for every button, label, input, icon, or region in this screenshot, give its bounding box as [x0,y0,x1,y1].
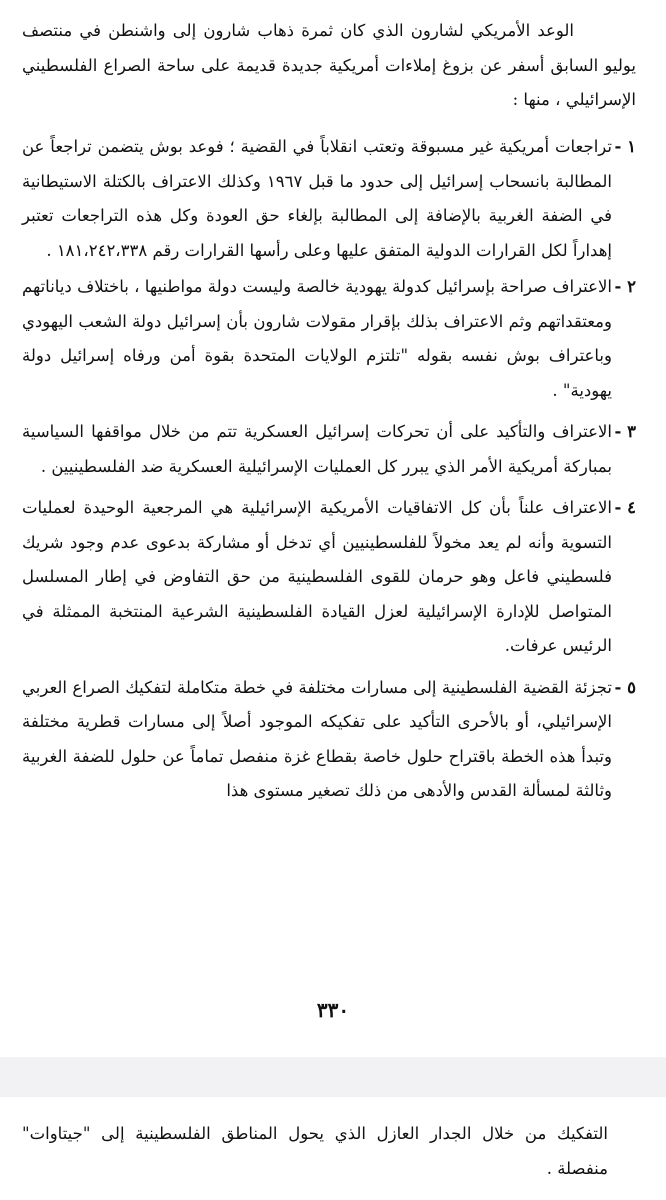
item-text: تراجعات أمريكية غير مسبوقة وتعتب انقلاباً في القضية ؛ فوعد بوش يتضمن تراجعاً عن المطالبة بانسحاب إسرائيل إلى حدود ما قبل ١٩٦٧ وكذلك الاعتراف بالكتلة الاستيطانية في الضفة الغربية بالإضافة إلى المطالبة بإلغاء حق العودة وكل هذه التراجعات تعتبر إهداراً لكل القرارات الدولية المتفق عليها وعلى رأسها القرارات رقم ١٨١،٢٤٢،٣٣٨ . [22,137,612,260]
list-item [22,130,636,268]
item-number: ٣ - [614,422,636,441]
item-text: الاعتراف علناً بأن كل الاتفاقيات الأمريكية الإسرائيلية هي المرجعية الوحيدة لعمليات التسوية وأنه لم يعد مخولاً للفلسطينيين أي تدخل أو مشاركة بدعوى عدم وجود شريك فلسطيني فاعل وهو حرمان للقوى الفلسطينية من حق التفاوض في إطار المسلسل المتواصل للإدارة الإسرائيلية لعزل القيادة الفلسطينية الشرعية المنتخبة الممثلة في الرئيس عرفات. [22,498,612,655]
item-text: الاعتراف والتأكيد على أن تحركات إسرائيل العسكرية تتم من خلال مواقفها السياسية بمباركة أمريكية الأمر الذي يبرر كل العمليات الإسرائيلية العسكرية ضد الفلسطينيين . [22,422,612,476]
item-number: ٢ - [614,277,636,296]
list-item [22,671,636,809]
items-list [0,130,666,809]
item-number: ١ - [614,137,636,156]
item-text: الاعتراف صراحة بإسرائيل كدولة يهودية خالصة وليست دولة مواطنيها ، باختلاف دياناتهم ومعتقداتهم وثم الاعتراف بذلك بإقرار مقولات شارون بأن إسرائيل دولة الشعب اليهودي وباعتراف بوش نفسه بقوله "تلتزم الولايات المتحدة بقوة أمن ورفاه إسرائيل دولة يهودية" . [22,277,612,400]
continuation-paragraph: التفكيك من خلال الجدار العازل الذي يحول المناطق الفلسطينية إلى "جيتاوات" منفصلة . [22,1124,608,1178]
list-item [22,415,636,484]
item-number: ٤ - [614,498,636,517]
item-number: ٥ - [614,677,636,697]
next-page [0,1097,666,1200]
list-item [22,491,636,664]
page-number: ٣٣٠ [316,998,350,1022]
page-separator [0,1057,666,1097]
list-item [22,270,636,408]
item-text: تجزئة القضية الفلسطينية إلى مسارات مختلفة في خطة متكاملة لتفكيك الصراع العربي الإسرائيلي، أو بالأحرى التأكيد على تفكيكه الموجود أصلاً إلى مسارات قطرية مختلفة وتبدأ هذه الخطة باقتراح حلول خاصة بقطاع غزة منفصل تماماً عن حلول للضفة الغربية وثالثة لمسألة القدس والأدهى من ذلك تصغير مستوى هذا [22,677,612,800]
intro-paragraph: الوعد الأمريكي لشارون الذي كان ثمرة ذهاب شارون إلى واشنطن في منتصف يوليو السابق أسفر عن بزوغ إملاءات أمريكية جديدة قديمة على ساحة الصراع الفلسطيني الإسرائيلي ، منها : [22,21,636,109]
